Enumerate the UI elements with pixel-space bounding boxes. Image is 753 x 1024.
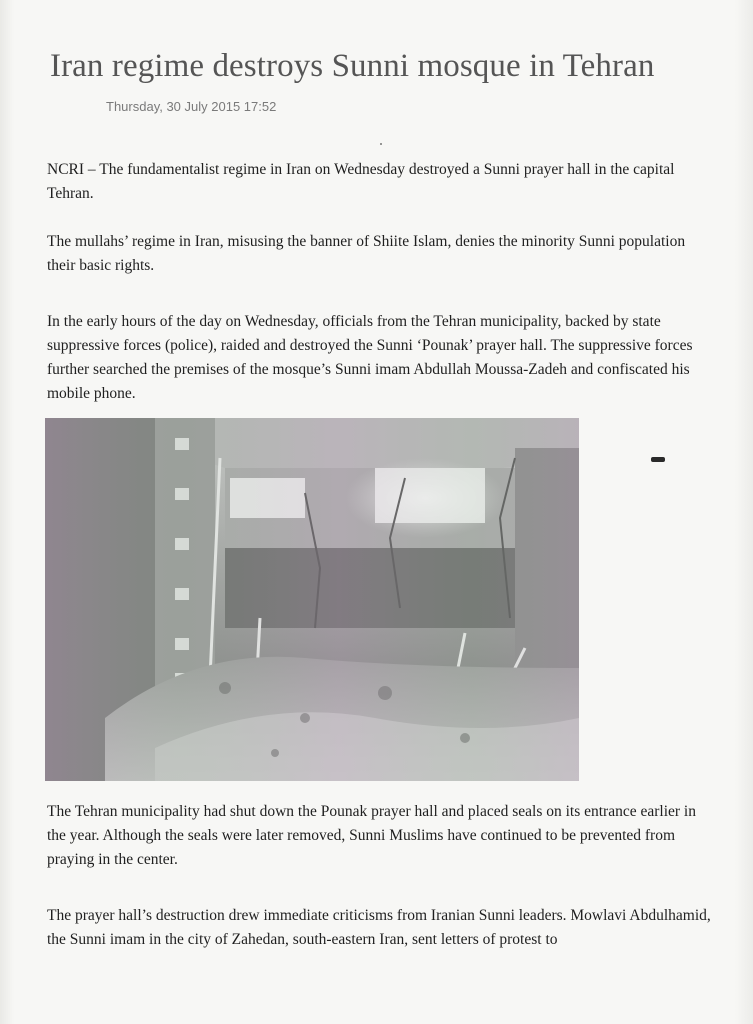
article-title: Iran regime destroys Sunni mosque in Tehran — [50, 48, 655, 84]
article-paragraph: In the early hours of the day on Wednesday, officials from the Tehran municipality, backed by state suppressive forces (police), raided and destroyed the Sunni ‘Pounak’ prayer hall. The suppressive forces further searched the premises of the mosque’s Sunni imam Abdullah Moussa-Zadeh and confiscated his mobile phone. — [47, 313, 693, 402]
scan-mark — [651, 457, 665, 462]
article-paragraph: The Tehran municipality had shut down the Pounak prayer hall and placed seals on its entrance earlier in the year. Although the seals were later removed, Sunni Muslims have continued to be prevented from praying in the center. — [47, 803, 696, 868]
destroyed-prayer-hall-photo — [45, 418, 579, 781]
article-paragraph: The mullahs’ regime in Iran, misusing the banner of Shiite Islam, denies the minority Sunni population their basic rights. — [47, 233, 686, 274]
article-paragraph: NCRI – The fundamentalist regime in Iran on Wednesday destroyed a Sunni prayer hall in the capital Tehran. — [47, 161, 675, 202]
scan-dust — [380, 143, 382, 145]
article-paragraph: The prayer hall’s destruction drew immediate criticisms from Iranian Sunni leaders. Mowlavi Abdulhamid, the Sunni imam in the city of Zahedan, south-eastern Iran, sent letters of protest to — [47, 907, 711, 948]
article-date: Thursday, 30 July 2015 17:52 — [106, 99, 277, 114]
